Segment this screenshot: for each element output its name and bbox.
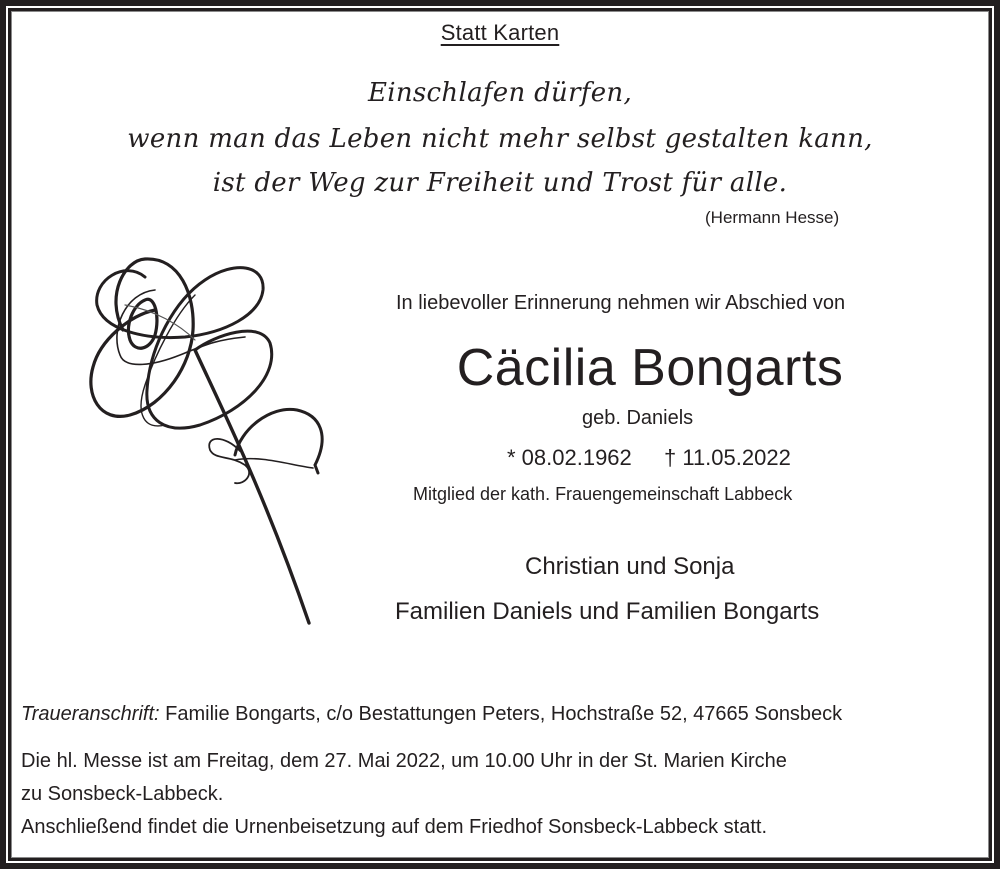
poem-line-2: wenn man das Leben nicht mehr selbst gestalten kann, <box>127 124 873 154</box>
address-value: Familie Bongarts, c/o Bestattungen Peters, Hochstraße 52, 47665 Sonsbeck <box>165 703 843 725</box>
address-label: Traueranschrift: <box>21 703 160 725</box>
service-line-1: Die hl. Messe ist am Freitag, dem 27. Mai 2022, um 10.00 Uhr in der St. Marien Kirche <box>21 750 787 772</box>
service-line-3: Anschließend findet die Urnenbeisetzung auf dem Friedhof Sonsbeck-Labbeck statt. <box>21 816 767 838</box>
deceased-name-text: Cäcilia Bongarts <box>456 339 844 397</box>
header-statt-karten <box>0 20 1000 46</box>
deceased-name <box>0 338 1000 398</box>
mourners-line-2: Familien Daniels und Familien Bongarts <box>395 598 820 625</box>
service-line-2: zu Sonsbeck-Labbeck. <box>21 783 224 805</box>
death-date: † 11.05.2022 <box>664 445 791 470</box>
poem-author: (Hermann Hesse) <box>705 208 840 227</box>
poem-line-3: ist der Weg zur Freiheit und Trost für alle. <box>212 168 788 198</box>
mourning-address <box>21 703 842 726</box>
membership-text: Mitglied der kath. Frauengemeinschaft Labbeck <box>413 484 793 504</box>
rose-icon <box>85 255 345 635</box>
poem-line-1: Einschlafen dürfen, <box>367 78 633 108</box>
header-text: Statt Karten <box>440 20 560 45</box>
birth-date: * 08.02.1962 <box>507 445 632 470</box>
intro-text: In liebevoller Erinnerung nehmen wir Abschied von <box>396 292 846 314</box>
mourners-line-1: Christian und Sonja <box>525 553 735 580</box>
maiden-name: geb. Daniels <box>582 407 694 429</box>
